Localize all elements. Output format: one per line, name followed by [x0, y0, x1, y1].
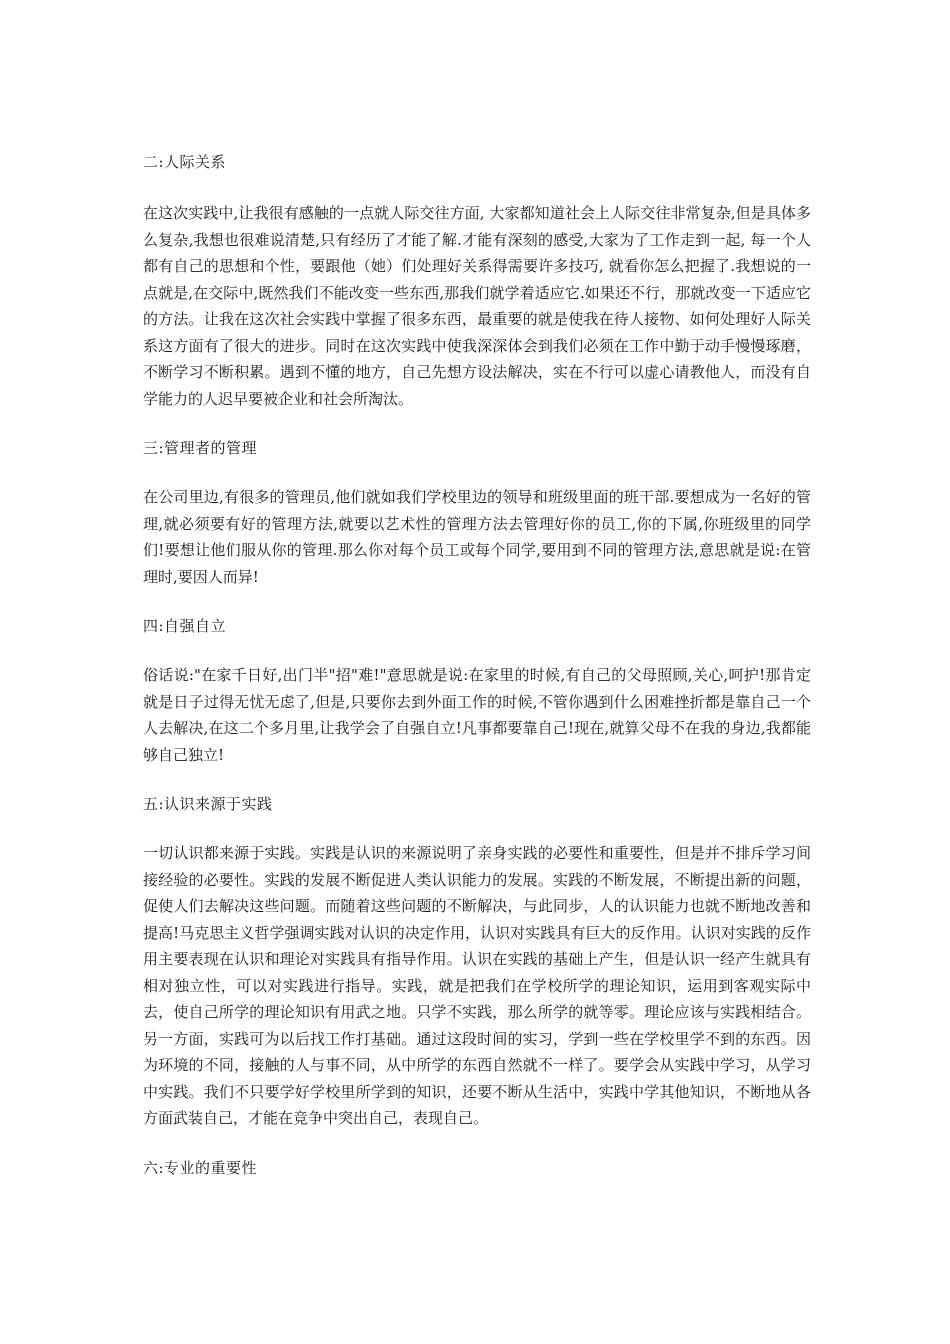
section-body-practice: 一切认识都来源于实践。实践是认识的来源说明了亲身实践的必要性和重要性，但是并不排斥学习间接经验的必要性。实践的发展不断促进人类认识能力的发展。实践的不断发展，不断提出新的问题，促使人们去解决这些问题。而随着这些问题的不断解决，与此同步，人的认识能力也就不断地改善和提高!马克思主义哲学强调实践对认识的决定作用，认识对实践具有巨大的反作用。认识对实践的反作用主要表现在认识和理论对实践具有指导作用。认识在实践的基础上产生，但是认识一经产生就具有相对独立性，可以对实践进行指导。实践，就是把我们在学校所学的理论知识，运用到客观实际中去，使自己所学的理论知识有用武之地。只学不实践，那么所学的就等零。理论应该与实践相结合。另一方面，实践可为以后找工作打基础。通过这段时间的实习，学到一些在学校里学不到的东西。因为环境的不同，接触的人与事不同，从中所学的东西自然就不一样了。要学会从实践中学习，从学习中实践。我们不只要学好学校里所学到的知识，还要不断从生活中，实践中学其他知识，不断地从各方面武装自己，才能在竞争中突出自己，表现自己。 [143, 844, 811, 1127]
section-body-interpersonal: 在这次实践中,让我很有感触的一点就人际交往方面, 大家都知道社会上人际交往非常复杂,但是具体多么复杂,我想也很难说清楚,只有经历了才能了解.才能有深刻的感受,大家为了工作走到一起, 每一个人都有自己的思想和个性，要跟他（她）们处理好关系得需要许多技巧, 就看你怎么把握了.我想说的一点就是,在交际中,既然我们不能改变一些东西,那我们就学着适应它.如果还不行，那就改变一下适应它的方法。让我在这次社会实践中掌握了很多东西，最重要的就是使我在待人接物、如何处理好人际关系这方面有了很大的进步。同时在这次实践中使我深深体会到我们必须在工作中勤于动手慢慢琢磨，不断学习不断积累。遇到不懂的地方，自己先想方设法解决，实在不行可以虚心请教他人，而没有自学能力的人迟早要被企业和社会所淘汰。 [143, 204, 811, 408]
section-body-management: 在公司里边,有很多的管理员,他们就如我们学校里边的领导和班级里面的班干部.要想成为一名好的管理,就必须要有好的管理方法,就要以艺术性的管理方法去管理好你的员工,你的下属,你班级里的同学们!要想让他们服从你的管理.那么你对每个员工或每个同学,要用到不同的管理方法,意思就是说:在管理时,要因人而异! [143, 488, 811, 586]
section-body-self-reliance: 俗话说:"在家千日好,出门半"招"难!"意思就是说:在家里的时候,有自己的父母照顾,关心,呵护!那肯定就是日子过得无忧无虑了,但是,只要你去到外面工作的时候,不管你遇到什么困难挫折都是靠自己一个人去解决,在这二个多月里,让我学会了自强自立!凡事都要靠自己!现在,就算父母不在我的身边,我都能够自己独立! [143, 666, 811, 764]
section-heading-interpersonal: 二:人际关系 [143, 153, 227, 171]
section-heading-major-importance: 六:专业的重要性 [143, 1158, 258, 1177]
section-heading-practice: 五:认识来源于实践 [143, 795, 273, 813]
document-page [143, 148, 811, 1182]
section-heading-management: 三:管理者的管理 [143, 439, 258, 457]
section-heading-self-reliance: 四:自强自立 [143, 617, 227, 635]
